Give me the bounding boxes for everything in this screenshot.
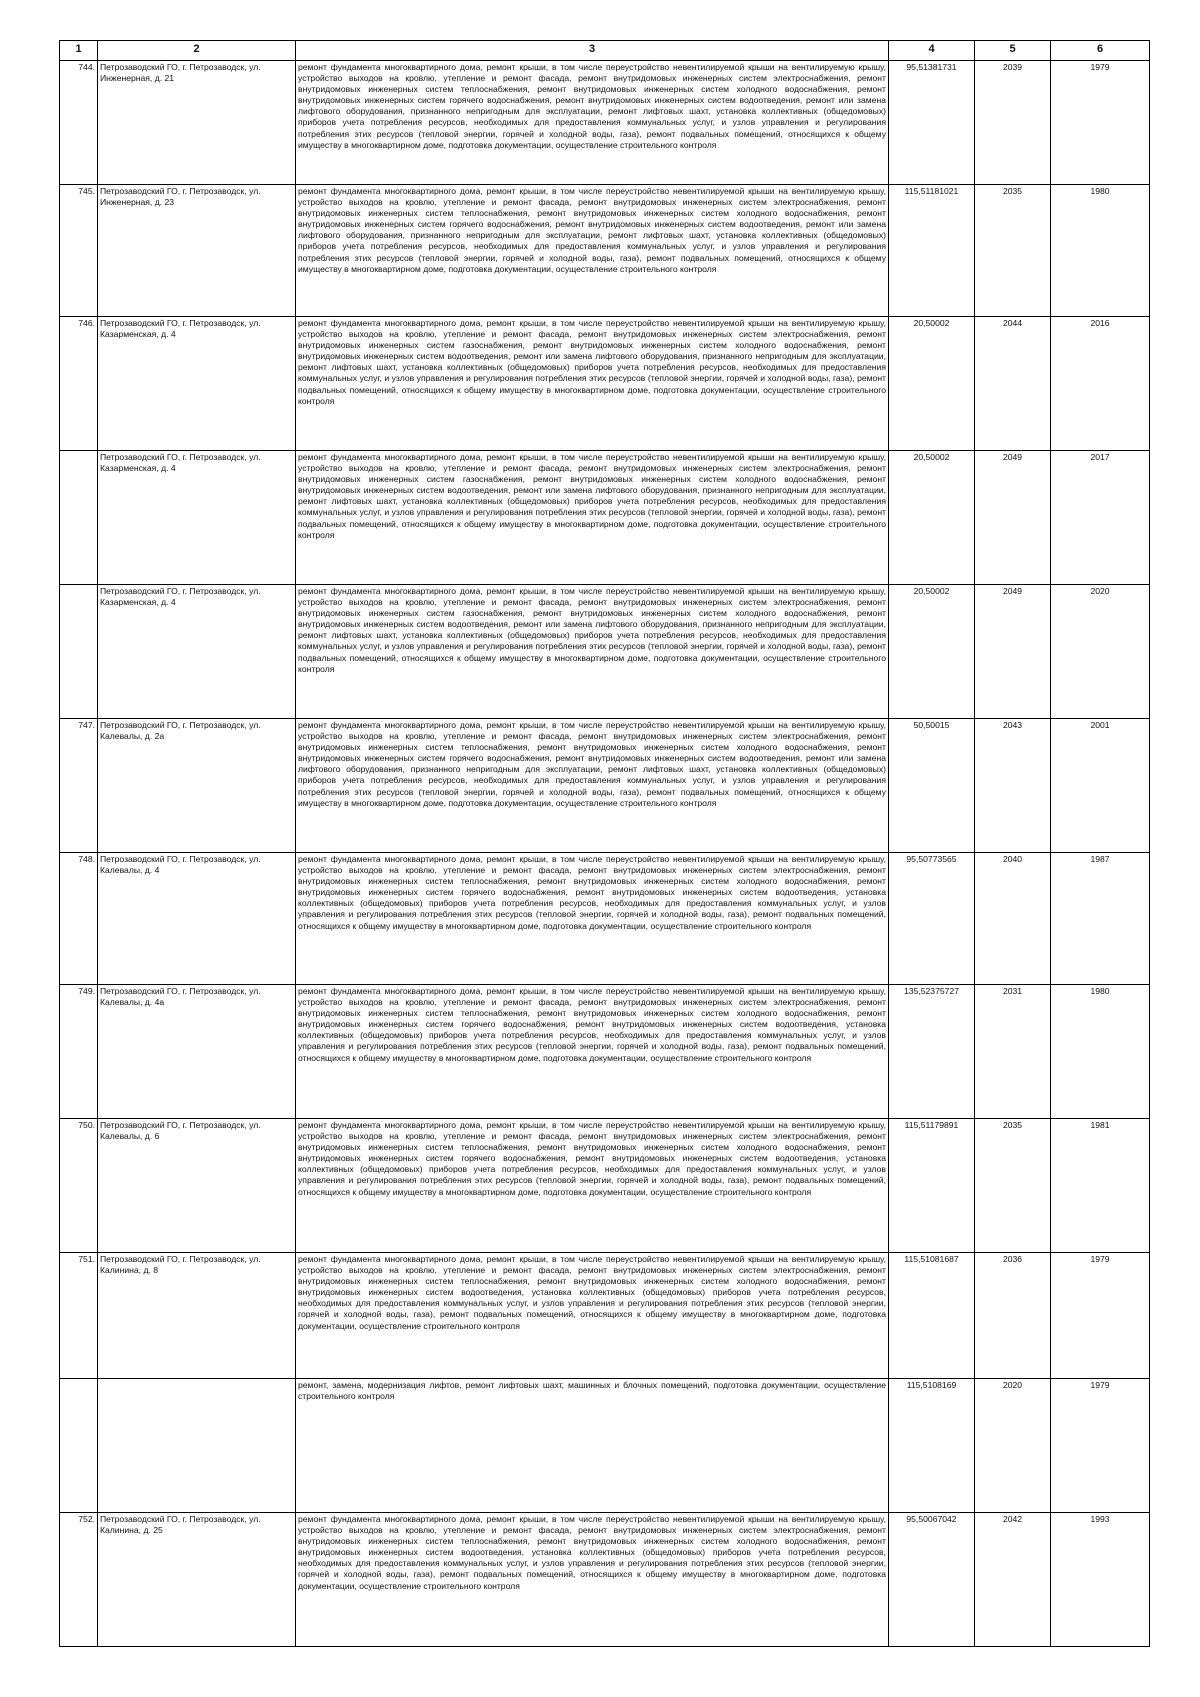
table-body (60, 61, 1150, 1647)
row-number: 746. (60, 317, 98, 451)
works-cell: ремонт фундамента многоквартирного дома, ремонт крыши, в том числе переустройство невентилируемой крыши на вентилируемую крышу, устройство выходов на кровлю, утепление и ремонт фасада, ремонт внутридомовых инженерных систем электроснабжения, ремонт внутридомовых инженерных систем теплоснабжения, ремонт внутридомовых инженерных систем холодного водоснабжения, ремонт внутридомовых инженерных систем горячего водоснабжения, ремонт внутридомовых инженерных систем водоотведения, установка коллективных (общедомовых) приборов учета потребления ресурсов, необходимых для предоставления коммунальных услуг, и узлов управления и регулирования потребления этих ресурсов (тепловой энергии, горячей и холодной воды, газа), ремонт подвальных помещений, относящихся к общему имуществу в многоквартирном доме, подготовка документации, осуществление строительного контроля (296, 1119, 889, 1253)
build-year-cell: 1987 (1051, 853, 1150, 985)
row-number: 748. (60, 853, 98, 985)
works-cell: ремонт фундамента многоквартирного дома, ремонт крыши, в том числе переустройство невентилируемой крыши на вентилируемую крышу, устройство выходов на кровлю, утепление и ремонт фасада, ремонт внутридомовых инженерных систем электроснабжения, ремонт внутридомовых инженерных систем теплоснабжения, ремонт внутридомовых инженерных систем холодного водоснабжения, ремонт внутридомовых инженерных систем горячего водоснабжения, ремонт внутридомовых инженерных систем водоотведения, ремонт или замена лифтового оборудования, признанного непригодным для эксплуатации, ремонт лифтовых шахт, установка коллективных (общедомовых) приборов учета потребления ресурсов, необходимых для предоставления коммунальных услуг, и узлов управления и регулирования потребления этих ресурсов (тепловой энергии, горячей и холодной воды, газа), ремонт подвальных помещений, относящихся к общему имуществу в многоквартирном доме, подготовка документации, осуществление строительного контроля (296, 61, 889, 185)
planned-year-cell: 2031 (975, 985, 1051, 1119)
row-number: 749. (60, 985, 98, 1119)
row-number: 744. (60, 61, 98, 185)
build-year-cell: 1993 (1051, 1513, 1150, 1647)
address-cell: Петрозаводский ГО, г. Петрозаводск, ул. Инженерная, д. 21 (98, 61, 296, 185)
build-year-cell: 2017 (1051, 451, 1150, 585)
header-row (60, 41, 1150, 61)
table-row (60, 985, 1150, 1119)
table-row (60, 719, 1150, 853)
row-number: 752. (60, 1513, 98, 1647)
works-cell: ремонт фундамента многоквартирного дома, ремонт крыши, в том числе переустройство невентилируемой крыши на вентилируемую крышу, устройство выходов на кровлю, утепление и ремонт фасада, ремонт внутридомовых инженерных систем электроснабжения, ремонт внутридомовых инженерных систем теплоснабжения, ремонт внутридомовых инженерных систем холодного водоснабжения, ремонт внутридомовых инженерных систем водоотведения, установка коллективных (общедомовых) приборов учета потребления ресурсов, необходимых для предоставления коммунальных услуг, и узлов управления и регулирования потребления этих ресурсов (тепловой энергии, горячей и холодной воды, газа), ремонт подвальных помещений, относящихся к общему имуществу в многоквартирном доме, подготовка документации, осуществление строительного контроля (296, 1253, 889, 1379)
works-cell: ремонт фундамента многоквартирного дома, ремонт крыши, в том числе переустройство невентилируемой крыши на вентилируемую крышу, устройство выходов на кровлю, утепление и ремонт фасада, ремонт внутридомовых инженерных систем электроснабжения, ремонт внутридомовых инженерных систем теплоснабжения, ремонт внутридомовых инженерных систем холодного водоснабжения, ремонт внутридомовых инженерных систем горячего водоснабжения, ремонт внутридомовых инженерных систем водоотведения, ремонт или замена лифтового оборудования, признанного непригодным для эксплуатации, ремонт лифтовых шахт, установка коллективных (общедомовых) приборов учета потребления ресурсов, необходимых для предоставления коммунальных услуг, и узлов управления и регулирования потребления этих ресурсов (тепловой энергии, горячей и холодной воды, газа), ремонт подвальных помещений, относящихся к общему имуществу в многоквартирном доме, подготовка документации, осуществление строительного контроля (296, 719, 889, 853)
col-header-5: 5 (975, 41, 1051, 61)
planned-year-cell: 2040 (975, 853, 1051, 985)
planned-year-cell: 2020 (975, 1379, 1051, 1513)
row-number: 751. (60, 1253, 98, 1379)
planned-year-cell: 2035 (975, 1119, 1051, 1253)
table-row (60, 1253, 1150, 1379)
build-year-cell: 2020 (1051, 585, 1150, 719)
address-cell: Петрозаводский ГО, г. Петрозаводск, ул. Калинина, д. 25 (98, 1513, 296, 1647)
address-cell: Петрозаводский ГО, г. Петрозаводск, ул. Казарменская, д. 4 (98, 317, 296, 451)
row-number: 747. (60, 719, 98, 853)
planned-year-cell: 2043 (975, 719, 1051, 853)
planned-year-cell: 2049 (975, 451, 1051, 585)
works-cell: ремонт фундамента многоквартирного дома, ремонт крыши, в том числе переустройство невентилируемой крыши на вентилируемую крышу, устройство выходов на кровлю, утепление и ремонт фасада, ремонт внутридомовых инженерных систем электроснабжения, ремонт внутридомовых инженерных систем теплоснабжения, ремонт внутридомовых инженерных систем холодного водоснабжения, ремонт внутридомовых инженерных систем водоотведения, установка коллективных (общедомовых) приборов учета потребления ресурсов, необходимых для предоставления коммунальных услуг, и узлов управления и регулирования потребления этих ресурсов (тепловой энергии, горячей и холодной воды, газа), ремонт подвальных помещений, относящихся к общему имуществу в многоквартирном доме, подготовка документации, осуществление строительного контроля (296, 1513, 889, 1647)
planned-year-cell: 2036 (975, 1253, 1051, 1379)
address-cell: Петрозаводский ГО, г. Петрозаводск, ул. Казарменская, д. 4 (98, 451, 296, 585)
address-cell: Петрозаводский ГО, г. Петрозаводск, ул. Калинина, д. 8 (98, 1253, 296, 1379)
col-header-2: 2 (98, 41, 296, 61)
planned-year-cell: 2044 (975, 317, 1051, 451)
register-table (59, 40, 1150, 1647)
build-year-cell: 2016 (1051, 317, 1150, 451)
table-header (60, 41, 1150, 61)
cost-cell: 20,50002 (889, 317, 975, 451)
build-year-cell: 1980 (1051, 985, 1150, 1119)
col-header-3: 3 (296, 41, 889, 61)
planned-year-cell: 2049 (975, 585, 1051, 719)
works-cell: ремонт фундамента многоквартирного дома, ремонт крыши, в том числе переустройство невентилируемой крыши на вентилируемую крышу, устройство выходов на кровлю, утепление и ремонт фасада, ремонт внутридомовых инженерных систем электроснабжения, ремонт внутридомовых инженерных систем газоснабжения, ремонт внутридомовых инженерных систем холодного водоснабжения, ремонт внутридомовых инженерных систем водоотведения, ремонт или замена лифтового оборудования, признанного непригодным для эксплуатации, ремонт лифтовых шахт, установка коллективных (общедомовых) приборов учета потребления ресурсов, необходимых для предоставления коммунальных услуг, и узлов управления и регулирования потребления этих ресурсов (тепловой энергии, горячей и холодной воды, газа), ремонт подвальных помещений, относящихся к общему имуществу в многоквартирном доме, подготовка документации, осуществление строительного контроля (296, 317, 889, 451)
planned-year-cell: 2035 (975, 185, 1051, 317)
works-cell: ремонт фундамента многоквартирного дома, ремонт крыши, в том числе переустройство невентилируемой крыши на вентилируемую крышу, устройство выходов на кровлю, утепление и ремонт фасада, ремонт внутридомовых инженерных систем электроснабжения, ремонт внутридомовых инженерных систем газоснабжения, ремонт внутридомовых инженерных систем холодного водоснабжения, ремонт внутридомовых инженерных систем водоотведения, ремонт или замена лифтового оборудования, признанного непригодным для эксплуатации, ремонт лифтовых шахт, установка коллективных (общедомовых) приборов учета потребления ресурсов, необходимых для предоставления коммунальных услуг, и узлов управления и регулирования потребления этих ресурсов (тепловой энергии, горячей и холодной воды, газа), ремонт подвальных помещений, относящихся к общему имуществу в многоквартирном доме, подготовка документации, осуществление строительного контроля (296, 585, 889, 719)
works-cell: ремонт фундамента многоквартирного дома, ремонт крыши, в том числе переустройство невентилируемой крыши на вентилируемую крышу, устройство выходов на кровлю, утепление и ремонт фасада, ремонт внутридомовых инженерных систем электроснабжения, ремонт внутридомовых инженерных систем газоснабжения, ремонт внутридомовых инженерных систем холодного водоснабжения, ремонт внутридомовых инженерных систем водоотведения, ремонт или замена лифтового оборудования, признанного непригодным для эксплуатации, ремонт лифтовых шахт, установка коллективных (общедомовых) приборов учета потребления ресурсов, необходимых для предоставления коммунальных услуг, и узлов управления и регулирования потребления этих ресурсов (тепловой энергии, горячей и холодной воды, газа), ремонт подвальных помещений, относящихся к общему имуществу в многоквартирном доме, подготовка документации, осуществление строительного контроля (296, 451, 889, 585)
cost-cell: 95,51381731 (889, 61, 975, 185)
cost-cell: 135,52375727 (889, 985, 975, 1119)
table-row (60, 1513, 1150, 1647)
cost-cell: 115,51179891 (889, 1119, 975, 1253)
cost-cell: 115,51081687 (889, 1253, 975, 1379)
address-cell: Петрозаводский ГО, г. Петрозаводск, ул. Инженерная, д. 23 (98, 185, 296, 317)
build-year-cell: 1979 (1051, 1379, 1150, 1513)
build-year-cell: 1979 (1051, 61, 1150, 185)
table-row (60, 585, 1150, 719)
works-cell: ремонт фундамента многоквартирного дома, ремонт крыши, в том числе переустройство невентилируемой крыши на вентилируемую крышу, устройство выходов на кровлю, утепление и ремонт фасада, ремонт внутридомовых инженерных систем электроснабжения, ремонт внутридомовых инженерных систем теплоснабжения, ремонт внутридомовых инженерных систем холодного водоснабжения, ремонт внутридомовых инженерных систем горячего водоснабжения, ремонт внутридомовых инженерных систем водоотведения, установка коллективных (общедомовых) приборов учета потребления ресурсов, необходимых для предоставления коммунальных услуг, и узлов управления и регулирования потребления этих ресурсов (тепловой энергии, горячей и холодной воды, газа), ремонт подвальных помещений, относящихся к общему имуществу в многоквартирном доме, подготовка документации, осуществление строительного контроля (296, 853, 889, 985)
col-header-1: 1 (60, 41, 98, 61)
cost-cell: 115,5108169 (889, 1379, 975, 1513)
build-year-cell: 1979 (1051, 1253, 1150, 1379)
planned-year-cell: 2042 (975, 1513, 1051, 1647)
col-header-6: 6 (1051, 41, 1150, 61)
planned-year-cell: 2039 (975, 61, 1051, 185)
build-year-cell: 1980 (1051, 185, 1150, 317)
works-cell: ремонт фундамента многоквартирного дома, ремонт крыши, в том числе переустройство невентилируемой крыши на вентилируемую крышу, устройство выходов на кровлю, утепление и ремонт фасада, ремонт внутридомовых инженерных систем электроснабжения, ремонт внутридомовых инженерных систем теплоснабжения, ремонт внутридомовых инженерных систем холодного водоснабжения, ремонт внутридомовых инженерных систем горячего водоснабжения, ремонт внутридомовых инженерных систем водоотведения, установка коллективных (общедомовых) приборов учета потребления ресурсов, необходимых для предоставления коммунальных услуг, и узлов управления и регулирования потребления этих ресурсов (тепловой энергии, горячей и холодной воды, газа), ремонт подвальных помещений, относящихся к общему имуществу в многоквартирном доме, подготовка документации, осуществление строительного контроля (296, 985, 889, 1119)
table-row (60, 61, 1150, 185)
address-cell: Петрозаводский ГО, г. Петрозаводск, ул. Калевалы, д. 2а (98, 719, 296, 853)
table-row (60, 853, 1150, 985)
cost-cell: 95,50773565 (889, 853, 975, 985)
address-cell: Петрозаводский ГО, г. Петрозаводск, ул. Калевалы, д. 4а (98, 985, 296, 1119)
cost-cell: 115,51181021 (889, 185, 975, 317)
row-number (60, 585, 98, 719)
build-year-cell: 1981 (1051, 1119, 1150, 1253)
address-cell: Петрозаводский ГО, г. Петрозаводск, ул. Калевалы, д. 6 (98, 1119, 296, 1253)
cost-cell: 20,50002 (889, 451, 975, 585)
cost-cell: 20,50002 (889, 585, 975, 719)
table-row (60, 185, 1150, 317)
table-row (60, 1379, 1150, 1513)
works-cell: ремонт, замена, модернизация лифтов, ремонт лифтовых шахт, машинных и блочных помещений, подготовка документации, осуществление строительного контроля (296, 1379, 889, 1513)
address-cell (98, 1379, 296, 1513)
row-number (60, 1379, 98, 1513)
works-cell: ремонт фундамента многоквартирного дома, ремонт крыши, в том числе переустройство невентилируемой крыши на вентилируемую крышу, устройство выходов на кровлю, утепление и ремонт фасада, ремонт внутридомовых инженерных систем электроснабжения, ремонт внутридомовых инженерных систем теплоснабжения, ремонт внутридомовых инженерных систем холодного водоснабжения, ремонт внутридомовых инженерных систем горячего водоснабжения, ремонт внутридомовых инженерных систем водоотведения, ремонт или замена лифтового оборудования, признанного непригодным для эксплуатации, ремонт лифтовых шахт, установка коллективных (общедомовых) приборов учета потребления ресурсов, необходимых для предоставления коммунальных услуг, и узлов управления и регулирования потребления этих ресурсов (тепловой энергии, горячей и холодной воды, газа), ремонт подвальных помещений, относящихся к общему имуществу в многоквартирном доме, подготовка документации, осуществление строительного контроля (296, 185, 889, 317)
row-number: 750. (60, 1119, 98, 1253)
row-number (60, 451, 98, 585)
table-row (60, 1119, 1150, 1253)
cost-cell: 50,50015 (889, 719, 975, 853)
address-cell: Петрозаводский ГО, г. Петрозаводск, ул. Калевалы, д. 4 (98, 853, 296, 985)
build-year-cell: 2001 (1051, 719, 1150, 853)
row-number: 745. (60, 185, 98, 317)
cost-cell: 95,50067042 (889, 1513, 975, 1647)
col-header-4: 4 (889, 41, 975, 61)
address-cell: Петрозаводский ГО, г. Петрозаводск, ул. Казарменская, д. 4 (98, 585, 296, 719)
table-row (60, 451, 1150, 585)
table-row (60, 317, 1150, 451)
